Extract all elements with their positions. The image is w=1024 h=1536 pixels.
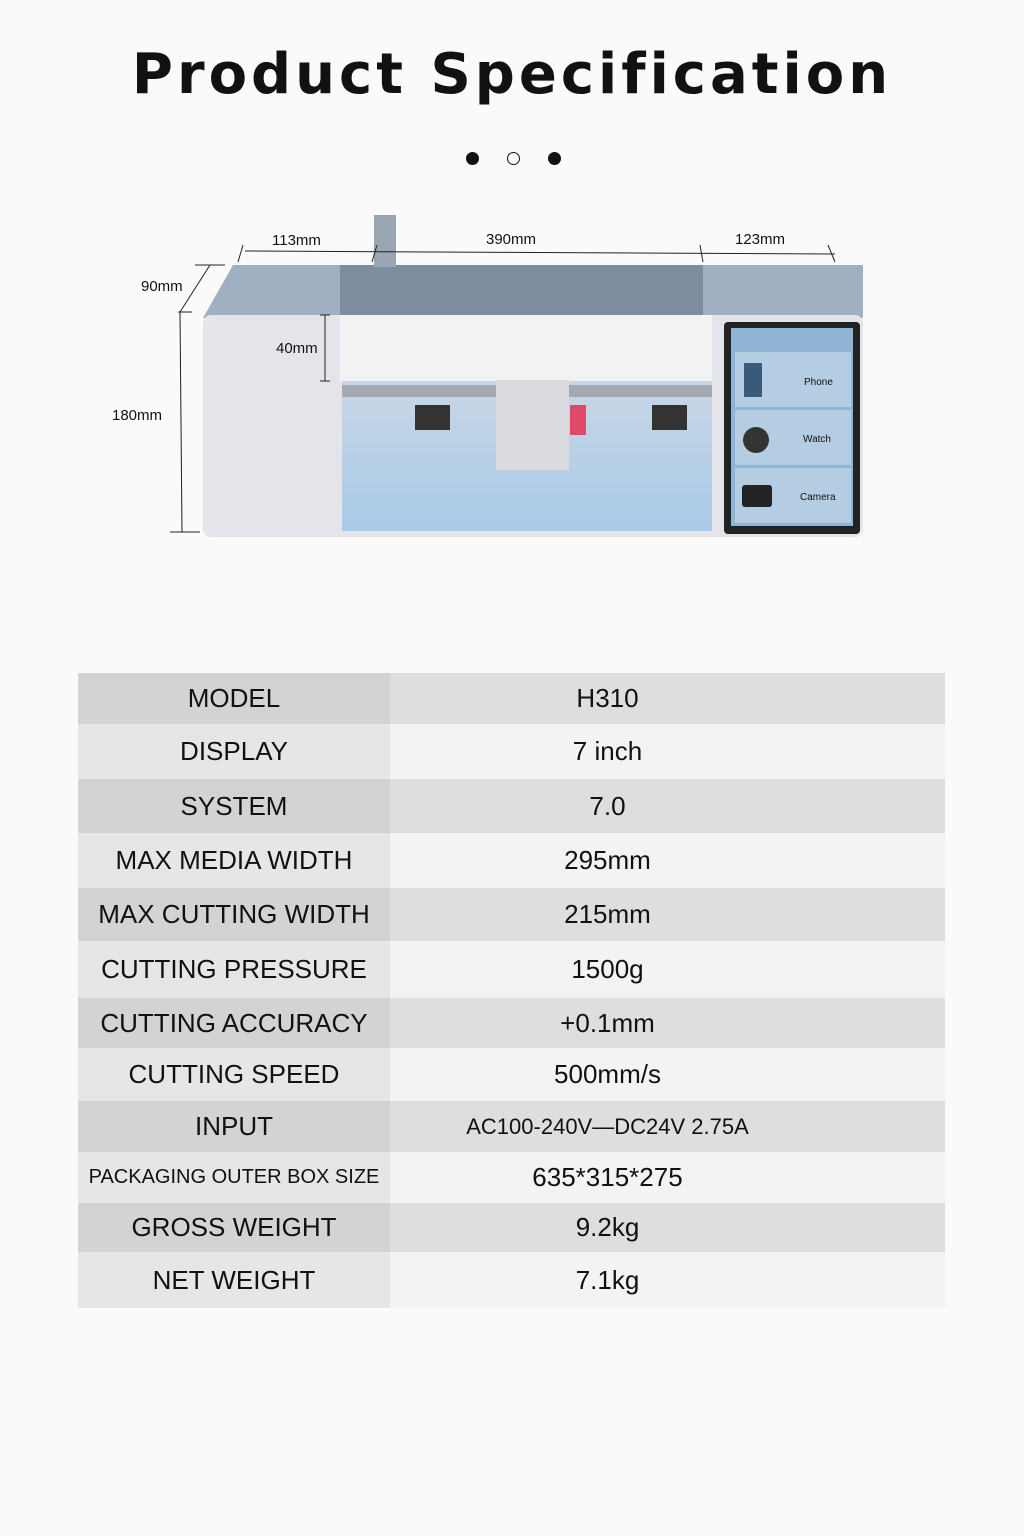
spec-row — [78, 941, 945, 998]
dimension-opening: 40mm — [276, 340, 318, 357]
spec-value: +0.1mm — [390, 998, 945, 1048]
dimension-middle-width: 390mm — [486, 231, 537, 248]
spec-label: CUTTING ACCURACY — [78, 998, 390, 1048]
spec-row — [78, 998, 945, 1048]
spec-value: 7.1kg — [390, 1252, 945, 1308]
spec-label: PACKAGING OUTER BOX SIZE — [78, 1152, 390, 1203]
spec-label: MODEL — [78, 673, 390, 724]
carousel-indicator — [466, 152, 561, 165]
spec-row — [78, 779, 945, 833]
watch-icon — [743, 427, 769, 453]
spec-label: INPUT — [78, 1101, 390, 1152]
spec-row — [78, 1252, 945, 1308]
spec-row — [78, 673, 945, 724]
dimension-depth: 90mm — [141, 278, 183, 295]
spec-value: 635*315*275 — [390, 1152, 945, 1203]
spec-row — [78, 833, 945, 888]
spec-row — [78, 1101, 945, 1152]
spec-row — [78, 1048, 945, 1101]
spec-label: MAX MEDIA WIDTH — [78, 833, 390, 888]
screen-item-camera: Camera — [800, 492, 836, 503]
spec-row — [78, 888, 945, 941]
spec-label: MAX CUTTING WIDTH — [78, 888, 390, 941]
screen-item-phone: Phone — [804, 377, 833, 388]
carousel-dot-active[interactable] — [507, 152, 520, 165]
spec-value: 7 inch — [390, 724, 945, 779]
spec-value: 7.0 — [390, 779, 945, 833]
product-image — [100, 200, 880, 550]
page-title: Product Specification — [131, 42, 893, 107]
camera-icon — [742, 485, 772, 507]
spec-table — [78, 673, 945, 1308]
spec-row — [78, 724, 945, 779]
spec-label: CUTTING PRESSURE — [78, 941, 390, 998]
carousel-dot[interactable] — [548, 152, 561, 165]
spec-value: 295mm — [390, 833, 945, 888]
phone-icon — [744, 363, 762, 397]
spec-value: AC100-240V—DC24V 2.75A — [390, 1101, 945, 1152]
screen-item-watch: Watch — [803, 434, 831, 445]
spec-label: GROSS WEIGHT — [78, 1203, 390, 1252]
spec-value: 500mm/s — [390, 1048, 945, 1101]
spec-label: CUTTING SPEED — [78, 1048, 390, 1101]
spec-row — [78, 1203, 945, 1252]
carousel-dot[interactable] — [466, 152, 479, 165]
spec-row — [78, 1152, 945, 1203]
spec-value: 1500g — [390, 941, 945, 998]
spec-label: DISPLAY — [78, 724, 390, 779]
spec-value: H310 — [390, 673, 945, 724]
spec-value: 215mm — [390, 888, 945, 941]
spec-label: NET WEIGHT — [78, 1252, 390, 1308]
cutter-machine-illustration — [100, 200, 880, 550]
dimension-height: 180mm — [112, 407, 163, 424]
dimension-left-width: 113mm — [272, 232, 321, 249]
spec-label: SYSTEM — [78, 779, 390, 833]
spec-value: 9.2kg — [390, 1203, 945, 1252]
dimension-right-width: 123mm — [735, 231, 786, 248]
